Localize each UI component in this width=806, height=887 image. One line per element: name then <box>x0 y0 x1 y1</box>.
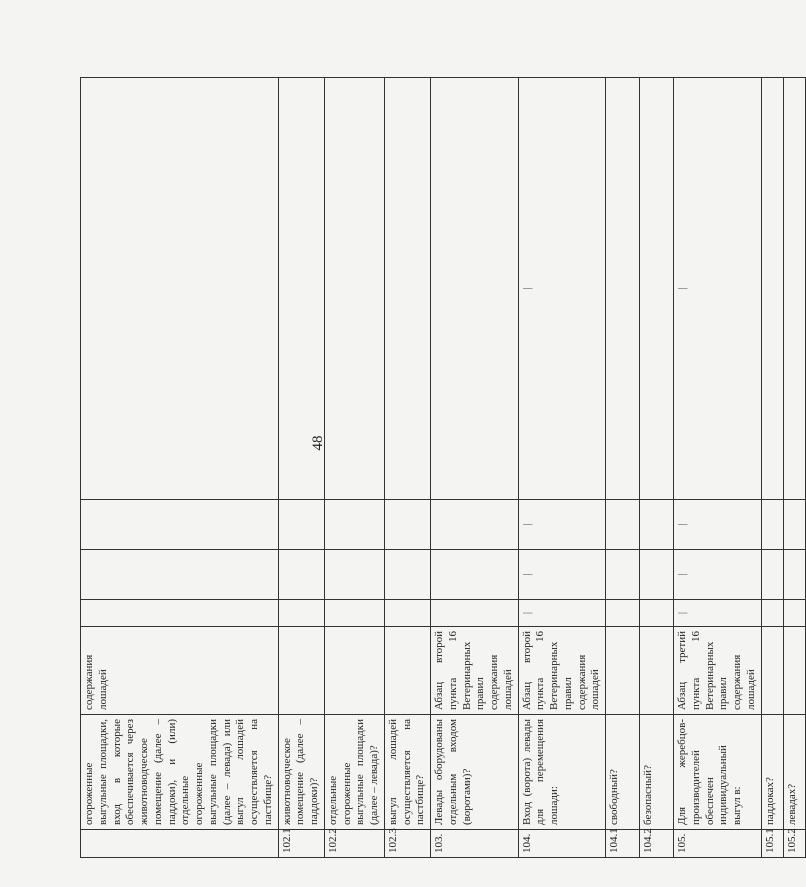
answer-yes-cell[interactable] <box>431 600 519 627</box>
note-cell[interactable] <box>81 78 279 500</box>
item-number <box>81 830 279 858</box>
table-row <box>518 78 606 858</box>
reference-cell: Абзац второй пункта 16 Ветеринарных правил содержания лошадей <box>518 627 606 715</box>
page-number: 48 <box>310 435 326 451</box>
answer-yes-cell[interactable] <box>278 600 324 627</box>
reference-cell <box>324 627 384 715</box>
answer-na-cell[interactable] <box>783 500 805 550</box>
answer-na-cell[interactable] <box>324 500 384 550</box>
item-number: 105.1 <box>761 830 783 858</box>
answer-na-cell[interactable] <box>431 500 519 550</box>
reference-cell <box>606 627 640 715</box>
reference-cell: Абзац третий пункта 16 Ветеринарных правил содержания лошадей <box>674 627 762 715</box>
checklist-table <box>80 77 806 858</box>
answer-na-cell[interactable]: | <box>674 500 762 550</box>
note-cell[interactable] <box>384 78 430 500</box>
answer-yes-cell[interactable] <box>324 600 384 627</box>
question-cell: паддоках? <box>761 715 783 830</box>
note-cell[interactable] <box>783 78 805 500</box>
item-number: 102.1 <box>278 830 324 858</box>
answer-na-cell[interactable] <box>640 500 674 550</box>
table-row <box>278 78 324 858</box>
question-cell: свободный? <box>606 715 640 830</box>
rotated-table-container <box>80 78 798 858</box>
answer-no-cell[interactable] <box>324 550 384 600</box>
note-cell[interactable] <box>278 78 324 500</box>
item-number: 104. <box>518 830 606 858</box>
item-number: 102.3 <box>384 830 430 858</box>
answer-no-cell[interactable] <box>606 550 640 600</box>
item-number: 105.2 <box>783 830 805 858</box>
answer-no-cell[interactable] <box>384 550 430 600</box>
question-cell: огороженные выгульные площадки, вход в которые обеспечивается через животноводческое помещение (далее – паддоки), и (или) отдельные огороженные выгульные площадки (далее – левада) или выгул лошадей осуществляется на пастбище? <box>81 715 279 830</box>
answer-yes-cell[interactable] <box>761 600 783 627</box>
answer-yes-cell[interactable] <box>606 600 640 627</box>
answer-na-cell[interactable] <box>278 500 324 550</box>
table-row <box>761 78 783 858</box>
table-row <box>324 78 384 858</box>
note-cell[interactable] <box>761 78 783 500</box>
answer-yes-cell[interactable]: | <box>518 600 606 627</box>
note-cell[interactable] <box>324 78 384 500</box>
question-cell: левадах? <box>783 715 805 830</box>
question-cell: животноводческое помещение (далее – паддоки)? <box>278 715 324 830</box>
answer-no-cell[interactable] <box>431 550 519 600</box>
table-row <box>384 78 430 858</box>
note-cell[interactable]: | <box>518 78 606 500</box>
answer-yes-cell[interactable] <box>384 600 430 627</box>
answer-yes-cell[interactable] <box>640 600 674 627</box>
item-number: 104.2 <box>640 830 674 858</box>
answer-na-cell[interactable] <box>384 500 430 550</box>
answer-no-cell[interactable]: | <box>518 550 606 600</box>
note-cell[interactable]: | <box>674 78 762 500</box>
note-cell[interactable] <box>431 78 519 500</box>
answer-na-cell[interactable] <box>81 500 279 550</box>
reference-cell <box>278 627 324 715</box>
table-row <box>606 78 640 858</box>
question-cell: отдельные огороженные выгульные площадки (далее – левада)? <box>324 715 384 830</box>
table-row <box>674 78 762 858</box>
table-row <box>783 78 805 858</box>
answer-no-cell[interactable] <box>783 550 805 600</box>
item-number: 102.2 <box>324 830 384 858</box>
table-row <box>81 78 279 858</box>
note-cell[interactable] <box>606 78 640 500</box>
answer-no-cell[interactable] <box>278 550 324 600</box>
reference-cell <box>384 627 430 715</box>
table-row <box>431 78 519 858</box>
item-number: 105. <box>674 830 762 858</box>
answer-no-cell[interactable] <box>761 550 783 600</box>
reference-cell: Абзац второй пункта 16 Ветеринарных правил содержания лошадей <box>431 627 519 715</box>
answer-yes-cell[interactable]: | <box>674 600 762 627</box>
answer-na-cell[interactable] <box>761 500 783 550</box>
question-cell: выгул лошадей осуществляется на пастбище? <box>384 715 430 830</box>
reference-cell: содержания лошадей <box>81 627 279 715</box>
answer-na-cell[interactable]: | <box>518 500 606 550</box>
question-cell: Для жеребцов-производителей обеспечен индивидуальный выгул в: <box>674 715 762 830</box>
reference-cell <box>783 627 805 715</box>
question-cell: Левады оборудованы отдельным входом (воротами)? <box>431 715 519 830</box>
answer-na-cell[interactable] <box>606 500 640 550</box>
question-cell: Вход (ворота) левады для перемещения лошади: <box>518 715 606 830</box>
question-cell: безопасный? <box>640 715 674 830</box>
table-row <box>640 78 674 858</box>
reference-cell <box>761 627 783 715</box>
answer-no-cell[interactable] <box>640 550 674 600</box>
answer-no-cell[interactable] <box>81 550 279 600</box>
answer-yes-cell[interactable] <box>783 600 805 627</box>
answer-yes-cell[interactable] <box>81 600 279 627</box>
answer-no-cell[interactable]: | <box>674 550 762 600</box>
item-number: 103. <box>431 830 519 858</box>
item-number: 104.1 <box>606 830 640 858</box>
note-cell[interactable] <box>640 78 674 500</box>
reference-cell <box>640 627 674 715</box>
